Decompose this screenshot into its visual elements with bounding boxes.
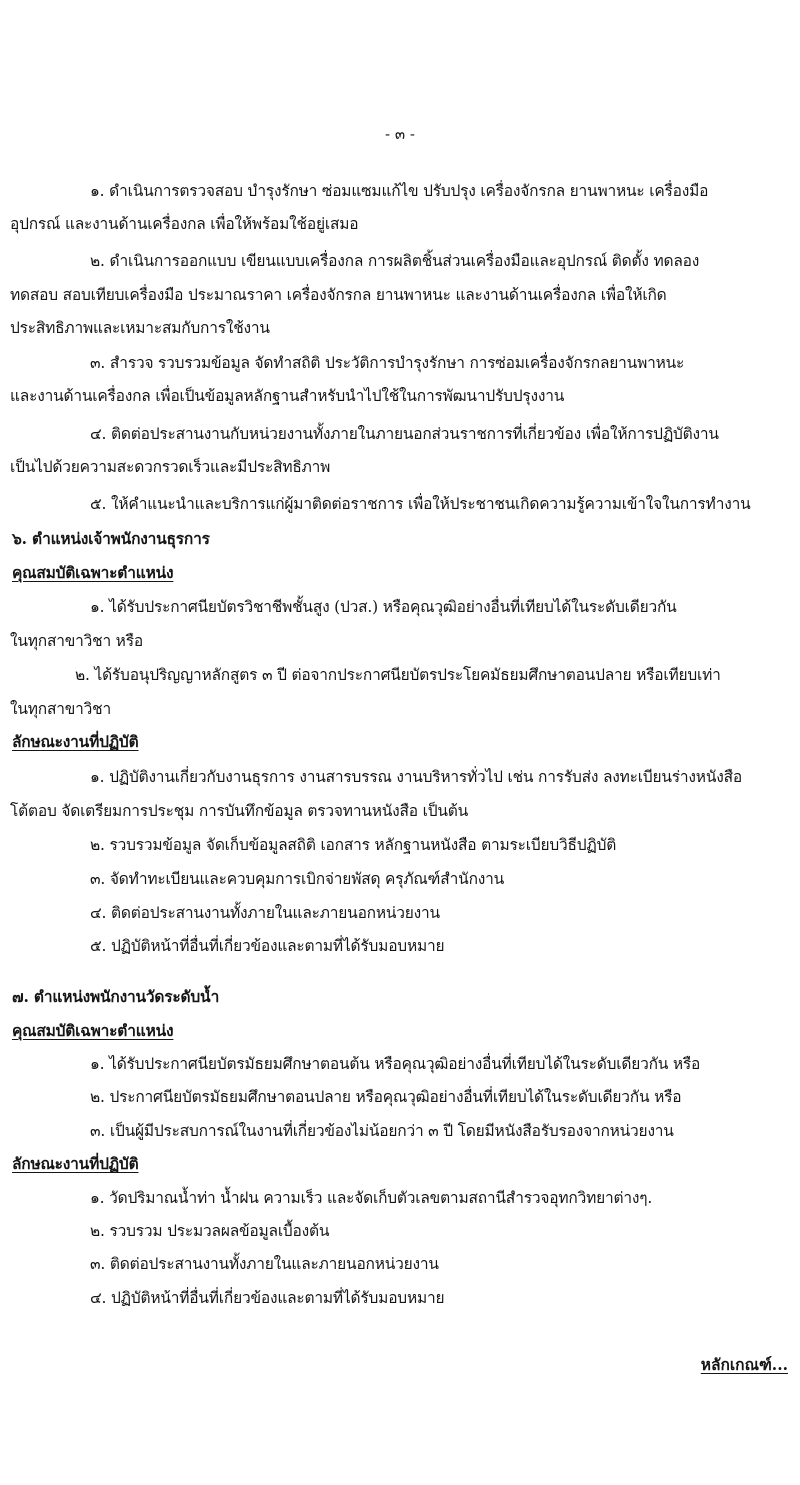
section-6-qual-1-line-1: ๑. ได้รับประกาศนียบัตรวิชาชีพชั้นสูง (ปวส.) หรือคุณวุฒิอย่างอื่นที่เทียบได้ในระดับเดียวกัน <box>90 598 677 616</box>
page-number: - ๓ - <box>385 125 415 143</box>
prev-item-3-line-1: ๓. สำรวจ รวบรวมข้อมูล จัดทำสถิติ ประวัติการบำรุงรักษา การซ่อมเครื่องจักรกลยานพาหนะ <box>90 354 685 372</box>
section-6-qual-1-line-2: ในทุกสาขาวิชา หรือ <box>10 632 143 650</box>
section-6-duty-1-line-2: โต้ตอบ จัดเตรียมการประชุม การบันทึกข้อมูล ตรวจทานหนังสือ เป็นต้น <box>10 802 468 820</box>
section-6-qual-2-line-1: ๒. ได้รับอนุปริญญาหลักสูตร ๓ ปี ต่อจากประกาศนียบัตรประโยคมัธยมศึกษาตอนปลาย หรือเทียบเท่า <box>75 666 721 684</box>
section-7-duty-label: ลักษณะงานที่ปฏิบัติ <box>12 1154 139 1173</box>
section-6-duty-4: ๔. ติดต่อประสานงานทั้งภายในและภายนอกหน่วยงาน <box>90 904 440 922</box>
section-7-qual-1: ๑. ได้รับประกาศนียบัตรมัธยมศึกษาตอนต้น หรือคุณวุฒิอย่างอื่นที่เทียบได้ในระดับเดียวกัน หรือ <box>90 1055 701 1073</box>
section-7-duty-2: ๒. รวบรวม ประมวลผลข้อมูลเบื้องต้น <box>90 1222 330 1240</box>
section-6-heading: ๖. ตำแหน่งเจ้าพนักงานธุรการ <box>12 529 210 548</box>
prev-item-2-line-2: ทดสอบ สอบเทียบเครื่องมือ ประมาณราคา เครื่องจักรกล ยานพาหนะ และงานด้านเครื่องกล เพื่อให้เกิด <box>10 286 667 304</box>
section-7-qualification-label: คุณสมบัติเฉพาะตำแหน่ง <box>12 1021 174 1040</box>
prev-item-1-line-1: ๑. ดำเนินการตรวจสอบ บำรุงรักษา ซ่อมแซมแก้ไข ปรับปรุง เครื่องจักรกล ยานพาหนะ เครื่องมือ <box>90 182 709 200</box>
continuation-footer: หลักเกณฑ์... <box>700 1355 788 1374</box>
section-6-duty-2: ๒. รวบรวมข้อมูล จัดเก็บข้อมูลสถิติ เอกสาร หลักฐานหนังสือ ตามระเบียบวิธีปฏิบัติ <box>90 836 617 854</box>
section-6-duty-1-line-1: ๑. ปฏิบัติงานเกี่ยวกับงานธุรการ งานสารบรรณ งานบริหารทั่วไป เช่น การรับส่ง ลงทะเบียนร่างหนังสือ <box>90 768 742 786</box>
section-7-heading: ๗. ตำแหน่งพนักงานวัดระดับน้ำ <box>12 987 220 1006</box>
prev-item-4-line-1: ๔. ติดต่อประสานงานกับหน่วยงานทั้งภายในภายนอกส่วนราชการที่เกี่ยวข้อง เพื่อให้การปฏิบัติงาน <box>90 425 719 443</box>
section-6-qualification-label: คุณสมบัติเฉพาะตำแหน่ง <box>12 563 174 582</box>
prev-item-1-line-2: อุปกรณ์ และงานด้านเครื่องกล เพื่อให้พร้อมใช้อยู่เสมอ <box>10 215 359 233</box>
section-7-qual-3: ๓. เป็นผู้มีประสบการณ์ในงานที่เกี่ยวข้องไม่น้อยกว่า ๓ ปี โดยมีหนังสือรับรองจากหน่วยงาน <box>90 1122 674 1140</box>
section-6-duty-label: ลักษณะงานที่ปฏิบัติ <box>12 732 139 751</box>
prev-item-4-line-2: เป็นไปด้วยความสะดวกรวดเร็วและมีประสิทธิภาพ <box>10 458 331 476</box>
prev-item-2-line-1: ๒. ดำเนินการออกแบบ เขียนแบบเครื่องกล การผลิตชิ้นส่วนเครื่องมือและอุปกรณ์ ติดตั้ง ทดลอง <box>90 252 700 270</box>
section-7-duty-4: ๔. ปฏิบัติหน้าที่อื่นที่เกี่ยวข้องและตามที่ได้รับมอบหมาย <box>90 1289 445 1307</box>
section-7-duty-3: ๓. ติดต่อประสานงานทั้งภายในและภายนอกหน่วยงาน <box>90 1255 439 1273</box>
section-6-duty-5: ๕. ปฏิบัติหน้าที่อื่นที่เกี่ยวข้องและตามที่ได้รับมอบหมาย <box>90 937 445 955</box>
section-7-qual-2: ๒. ประกาศนียบัตรมัธยมศึกษาตอนปลาย หรือคุณวุฒิอย่างอื่นที่เทียบได้ในระดับเดียวกัน หรือ <box>90 1088 682 1106</box>
section-6-qual-2-line-2: ในทุกสาขาวิชา <box>10 700 111 718</box>
prev-item-2-line-3: ประสิทธิภาพและเหมาะสมกับการใช้งาน <box>10 319 270 337</box>
section-6-duty-3: ๓. จัดทำทะเบียนและควบคุมการเบิกจ่ายพัสดุ ครุภัณฑ์สำนักงาน <box>90 870 505 888</box>
prev-item-3-line-2: และงานด้านเครื่องกล เพื่อเป็นข้อมูลหลักฐานสำหรับนำไปใช้ในการพัฒนาปรับปรุงงาน <box>10 387 565 405</box>
prev-item-5-line-1: ๕. ให้คำแนะนำและบริการแก่ผู้มาติดต่อราชการ เพื่อให้ประชาชนเกิดความรู้ความเข้าใจในการทำงาน <box>90 495 751 513</box>
section-7-duty-1: ๑. วัดปริมาณน้ำท่า น้ำฝน ความเร็ว และจัดเก็บตัวเลขตามสถานีสำรวจอุทกวิทยาต่างๆ. <box>90 1189 653 1207</box>
